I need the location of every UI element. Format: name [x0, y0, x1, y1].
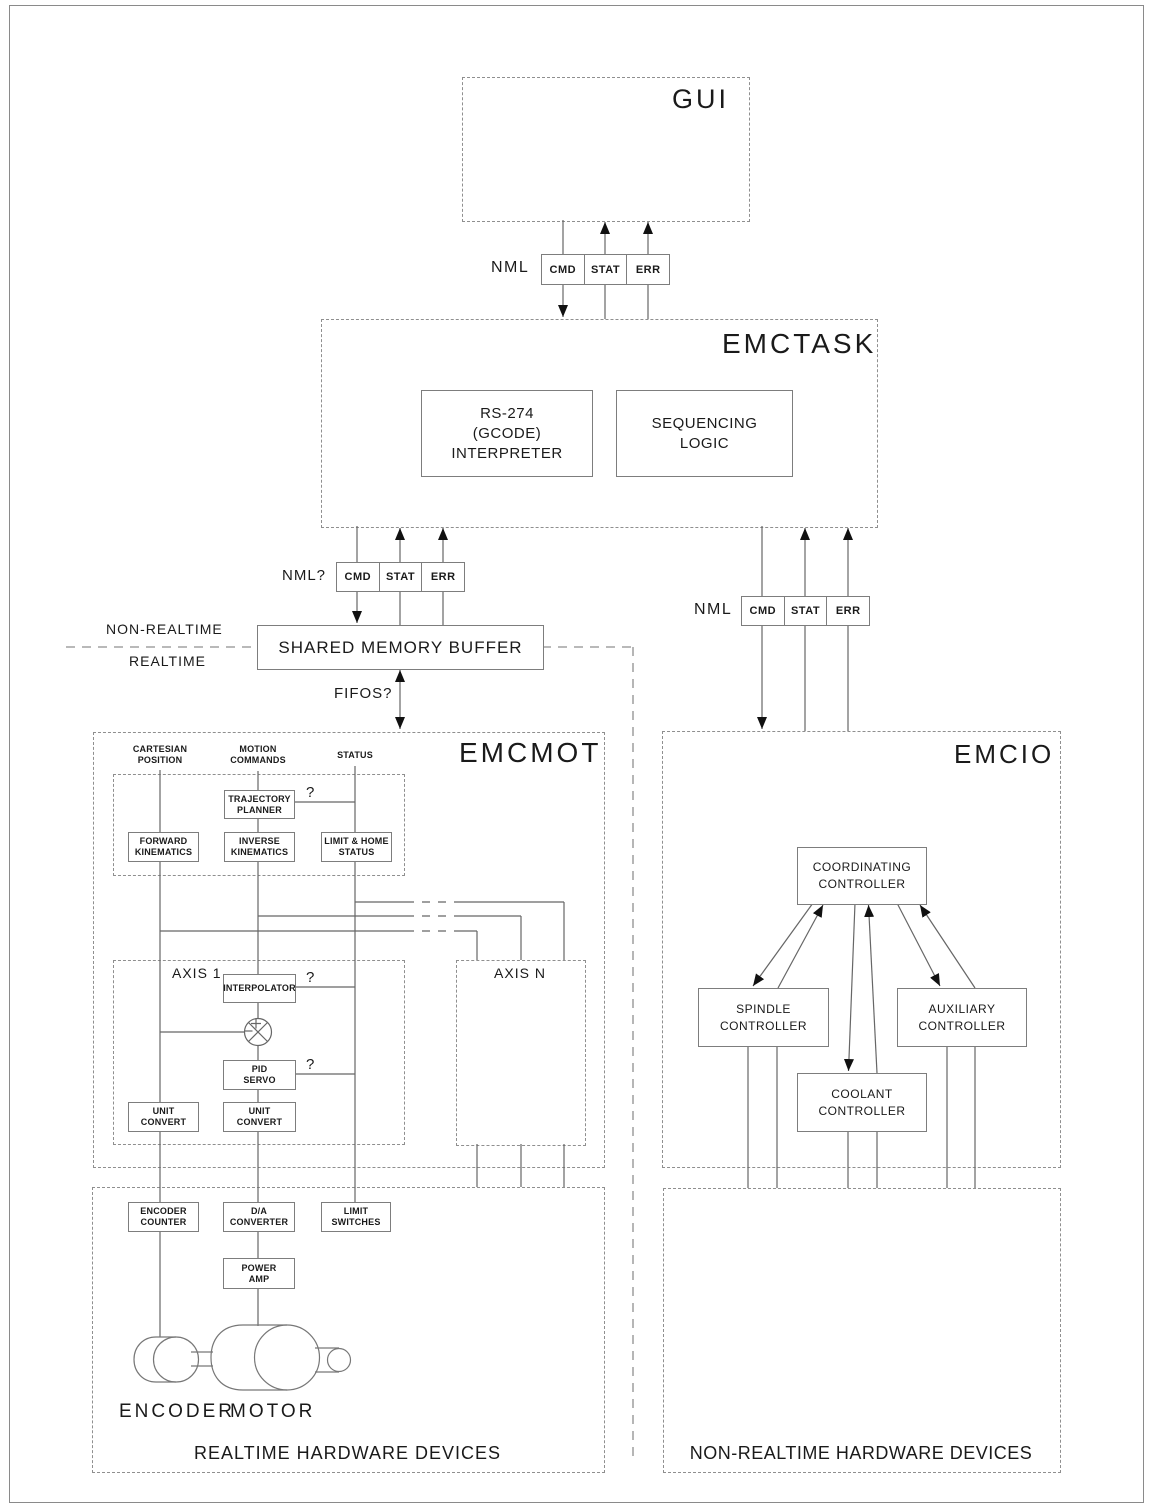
- nml-left-row: [336, 562, 465, 592]
- trajectory-question-mark: ?: [306, 784, 315, 801]
- motion-commands-column-label: MOTION COMMANDS: [230, 744, 286, 765]
- nml-left-err-cell: ERR: [421, 563, 464, 591]
- motor-label: MOTOR: [230, 1401, 316, 1422]
- nml-top-row: [541, 254, 670, 285]
- limit-home-status-box: LIMIT & HOME STATUS: [321, 832, 392, 862]
- axis1-label: AXIS 1: [172, 965, 222, 981]
- realtime-label: REALTIME: [129, 653, 206, 669]
- pid-servo-box: PID SERVO: [223, 1060, 296, 1090]
- arrow-coord-to-spindle: [753, 903, 813, 986]
- sequencing-logic-box: [616, 390, 793, 477]
- axis-continuation-dashes: [406, 902, 458, 931]
- nml-right-label: NML: [694, 601, 733, 618]
- axisn-label: AXIS N: [494, 965, 546, 981]
- coolant-controller-box: COOLANT CONTROLLER: [797, 1073, 927, 1132]
- sequencing-line1: SEQUENCING: [651, 414, 758, 432]
- nml-top-label: NML: [491, 259, 530, 276]
- gui-title: GUI: [672, 84, 730, 114]
- summing-junction: [245, 1019, 272, 1046]
- encoder-counter-box: ENCODER COUNTER: [128, 1202, 199, 1232]
- nml-top-err-cell: ERR: [626, 255, 669, 284]
- nml-left-cmd-cell: CMD: [344, 571, 372, 583]
- nml-right-row: [741, 596, 870, 626]
- nml-right-cmd-cell: CMD: [749, 605, 777, 617]
- interpolator-question-mark: ?: [306, 969, 315, 986]
- forward-kinematics-box: FORWARD KINEMATICS: [128, 832, 199, 862]
- arrow-spindle-to-coord: [778, 905, 823, 988]
- sequencing-line2: LOGIC: [679, 434, 730, 452]
- nml-right-stat-cell: STAT: [784, 597, 827, 625]
- auxiliary-controller-box: AUXILIARY CONTROLLER: [897, 988, 1027, 1047]
- nml-top-cmd-cell: CMD: [549, 263, 577, 276]
- rs274-line2: (GCODE): [472, 424, 542, 442]
- coordinating-controller-box: COORDINATING CONTROLLER: [797, 847, 927, 905]
- arrow-coord-to-coolant: [849, 903, 856, 1071]
- unit-convert-left-box: UNIT CONVERT: [128, 1102, 199, 1132]
- spindle-controller-box: SPINDLE CONTROLLER: [698, 988, 829, 1047]
- encoder-drawing: [134, 1337, 213, 1382]
- rs274-interpreter-box: [421, 390, 593, 477]
- rs274-line1: RS-274: [480, 404, 534, 422]
- arrow-coord-to-auxiliary: [897, 903, 940, 986]
- interpolator-box: INTERPOLATOR: [223, 974, 296, 1003]
- nonrealtime-hardware-title: NON-REALTIME HARDWARE DEVICES: [689, 1443, 1033, 1463]
- nml-left-stat-cell: STAT: [379, 563, 422, 591]
- plain-connectors: [160, 220, 975, 1337]
- nml-left-label: NML?: [282, 567, 327, 584]
- cartesian-position-column-label: CARTESIAN POSITION: [132, 744, 188, 765]
- fifos-label: FIFOS?: [334, 685, 393, 702]
- motor-drawing: [211, 1325, 351, 1390]
- realtime-hardware-title: REALTIME HARDWARE DEVICES: [193, 1443, 502, 1463]
- non-realtime-label: NON-REALTIME: [106, 621, 223, 637]
- emctask-title: EMCTASK: [722, 328, 877, 359]
- shared-memory-label: SHARED MEMORY BUFFER: [278, 637, 523, 657]
- emcmot-title: EMCMOT: [459, 737, 602, 768]
- arrow-auxiliary-to-coord: [920, 905, 975, 988]
- da-converter-box: D/A CONVERTER: [223, 1202, 295, 1232]
- status-column-label: STATUS: [337, 750, 373, 760]
- arrow-coolant-to-coord: [869, 905, 878, 1073]
- emcio-title: EMCIO: [954, 739, 1055, 769]
- power-amp-box: POWER AMP: [223, 1258, 295, 1289]
- shared-memory-buffer-box: [257, 625, 544, 670]
- limit-switches-box: LIMIT SWITCHES: [321, 1202, 391, 1232]
- unit-convert-middle-box: UNIT CONVERT: [223, 1102, 296, 1132]
- rs274-line3: INTERPRETER: [451, 444, 563, 462]
- nml-right-err-cell: ERR: [826, 597, 869, 625]
- pid-question-mark: ?: [306, 1056, 315, 1073]
- encoder-label: ENCODER: [119, 1401, 236, 1422]
- trajectory-planner-box: TRAJECTORY PLANNER: [224, 790, 295, 819]
- inverse-kinematics-box: INVERSE KINEMATICS: [224, 832, 295, 862]
- nml-top-stat-cell: STAT: [584, 255, 627, 284]
